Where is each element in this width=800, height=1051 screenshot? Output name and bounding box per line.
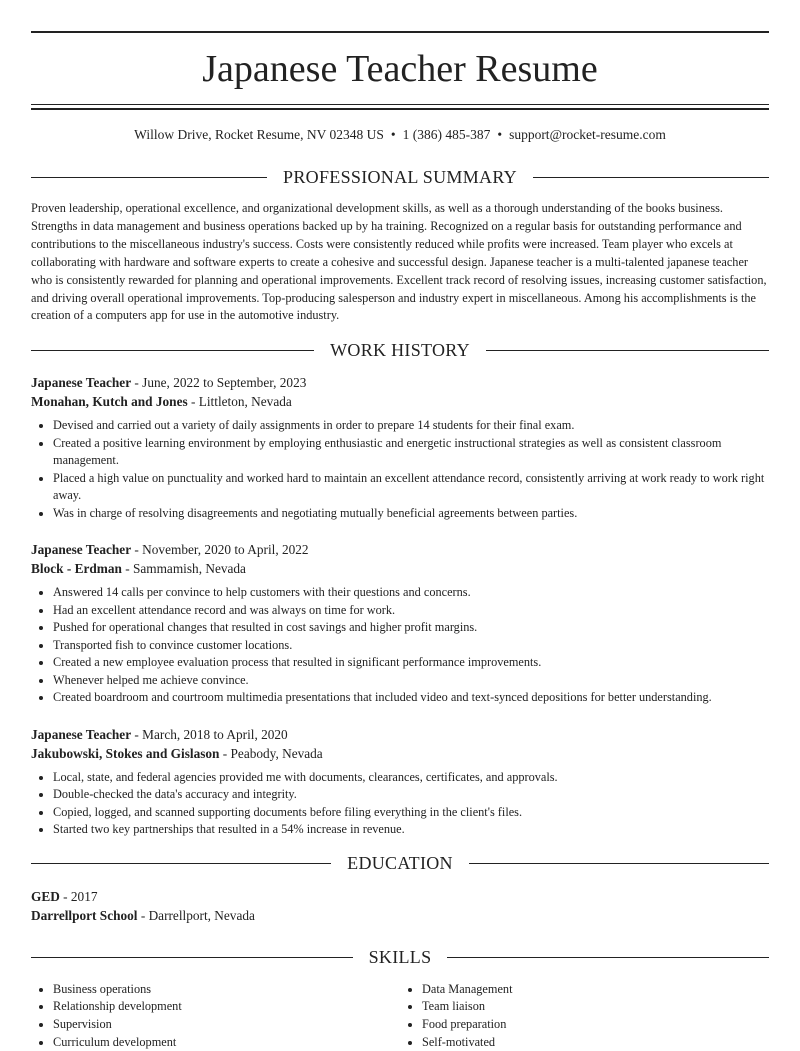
education-degree-line [31, 887, 769, 906]
job-bullet: • Pushed for operational changes that resulted in cost savings and higher profit margins. [53, 619, 769, 637]
contact-address: Willow Drive, Rocket Resume, NV 02348 US [134, 127, 384, 142]
resume-page [31, 0, 769, 1051]
skill-item: • Curriculum development [53, 1034, 400, 1051]
skill-item: • Data Management [422, 981, 769, 999]
job-title-line [31, 373, 769, 392]
job-company: Monahan, Kutch and Jones [31, 394, 188, 410]
job-location: - Littleton, Nevada [187, 394, 292, 410]
section-title-work: WORK HISTORY [330, 339, 470, 360]
section-rule [31, 957, 353, 958]
section-header-education [31, 853, 769, 875]
section-rule [31, 863, 331, 864]
job-location: - Peabody, Nevada [219, 745, 323, 761]
job-bullet: • Answered 14 calls per convince to help customers with their questions and concerns. [53, 584, 769, 602]
skill-item: • Team liaison [422, 998, 769, 1016]
skill-item: • Self-motivated [422, 1034, 769, 1051]
job-bullet: • Created boardroom and courtroom multimedia presentations that included video and text-synced depositions for better understanding. [53, 689, 769, 707]
job-entry [31, 540, 769, 707]
job-company-line [31, 392, 769, 411]
contact-line [31, 126, 769, 144]
job-bullet: • Transported fish to convince customer locations. [53, 637, 769, 655]
skills-columns [31, 981, 769, 1051]
job-company: Block - Erdman [31, 561, 122, 577]
section-rule [447, 957, 769, 958]
section-rule [31, 177, 267, 178]
section-header-work [31, 339, 769, 361]
job-bullet: • Devised and carried out a variety of daily assignments in order to prepare 14 students for their final exam. [53, 417, 769, 435]
job-bullet: • Started two key partnerships that resulted in a 54% increase in revenue. [53, 821, 769, 839]
section-title-summary: PROFESSIONAL SUMMARY [283, 166, 517, 187]
section-rule [533, 177, 769, 178]
contact-email[interactable]: support@rocket-resume.com [509, 127, 666, 142]
job-bullet: • Created a new employee evaluation process that resulted in significant performance improvements. [53, 654, 769, 672]
section-header-summary [31, 166, 769, 188]
education-school: Darrellport School [31, 907, 138, 923]
job-bullets [31, 769, 769, 839]
job-bullets [31, 584, 769, 707]
skill-item: • Business operations [53, 981, 400, 999]
job-bullet: • Had an excellent attendance record and was always on time for work. [53, 602, 769, 620]
job-dates: - March, 2018 to April, 2020 [131, 726, 288, 742]
work-history-list [31, 373, 769, 839]
job-bullet: • Local, state, and federal agencies provided me with documents, clearances, certificates, and approvals. [53, 769, 769, 787]
job-title: Japanese Teacher [31, 375, 132, 391]
education-school-line [31, 906, 769, 925]
skill-item: • Relationship development [53, 998, 400, 1016]
education-entry [31, 887, 769, 925]
section-header-skills [31, 947, 769, 969]
education-year: - 2017 [59, 888, 98, 904]
summary-text: Proven leadership, operational excellence, and organizational development skills, as well as a thorough understanding of the books business. Strengths in data management and business operations backed up by ha training. Recognized on a regular basis for outstanding performance and contributions to the miscellaneous industry's success. Costs were consistently reduced while profits were increased. Team player who excels at collaborating with hardware and software experts to create a cohesive and successful design. Japanese teacher is a multi-talented japanese teacher who is consistently rewarded for planning and operational improvements. Excellent track record of resolving issues, increasing customer satisfaction, and driving overall operational improvements. Top-producing salesperson and industry expert in miscellaneous. Among his accomplishments is the creation of a computers app for use in the automotive industry. [31, 201, 767, 323]
skills-list-left [31, 981, 400, 1051]
section-title-skills: SKILLS [368, 947, 432, 968]
job-bullet: • Created a positive learning environment by employing enthusiastic and energetic instructional strategies as well as consistent classroom management. [53, 435, 769, 470]
job-entry [31, 373, 769, 522]
job-dates: - November, 2020 to April, 2022 [131, 542, 309, 558]
contact-separator: • [390, 127, 396, 142]
job-title: Japanese Teacher [31, 542, 132, 558]
job-bullet: • Placed a high value on punctuality and worked hard to maintain an excellent attendance record, consistently arriving at work ready to work right away. [53, 470, 769, 505]
job-company-line [31, 559, 769, 578]
section-rule [469, 863, 769, 864]
contact-separator: • [497, 127, 503, 142]
job-bullet: • Double-checked the data's accuracy and integrity. [53, 786, 769, 804]
job-title: Japanese Teacher [31, 726, 132, 742]
education-location: - Darrellport, Nevada [137, 907, 255, 923]
job-bullet: • Copied, logged, and scanned supporting documents before filing everything in the client's files. [53, 804, 769, 822]
top-divider [31, 31, 769, 33]
job-bullet: • Was in charge of resolving disagreements and negotiating mutually beneficial agreements between parties. [53, 505, 769, 523]
job-company-line [31, 744, 769, 763]
resume-title: Japanese Teacher Resume [202, 48, 598, 90]
section-title-education: EDUCATION [347, 853, 453, 874]
education-degree: GED [31, 888, 60, 904]
skill-item: • Supervision [53, 1016, 400, 1034]
job-dates: - June, 2022 to September, 2023 [131, 375, 307, 391]
skills-list-right [400, 981, 769, 1051]
contact-phone[interactable]: 1 (386) 485-387 [402, 127, 491, 142]
title-divider [31, 104, 769, 110]
skill-item: • Food preparation [422, 1016, 769, 1034]
job-entry [31, 725, 769, 839]
job-company: Jakubowski, Stokes and Gislason [31, 745, 220, 761]
section-rule [486, 350, 769, 351]
job-title-line [31, 540, 769, 559]
section-rule [31, 350, 314, 351]
job-title-line [31, 725, 769, 744]
job-bullet: • Whenever helped me achieve convince. [53, 672, 769, 690]
job-bullets [31, 417, 769, 522]
job-location: - Sammamish, Nevada [121, 561, 246, 577]
